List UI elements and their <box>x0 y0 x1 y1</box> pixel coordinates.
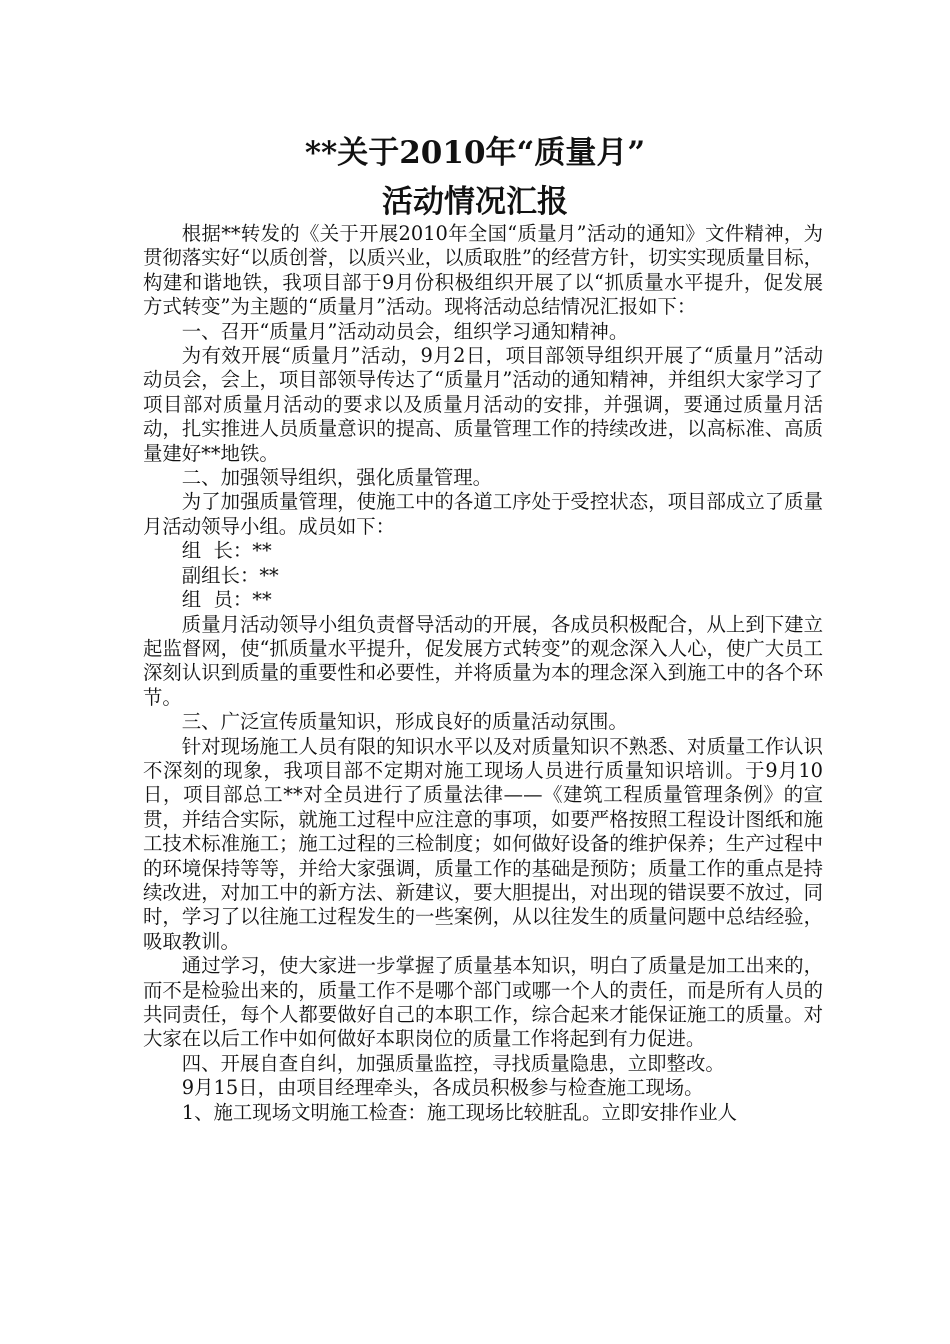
paragraph-intro: 根据**转发的《关于开展2010年全国“质量月”活动的通知》文件精神，为贯彻落实好“以质创誉，以质兴业，以质取胜”的经营方针，切实实现质量目标，构建和谐地铁，我项目部于9月份积极组织开展了以“抓质量水平提升，促发展方式转变”为主题的“质量月”活动。现将活动总结情况汇报如下： <box>143 222 823 319</box>
paragraph-inspection: 9月15日，由项目经理牵头，各成员积极参与检查施工现场。 <box>181 1076 704 1100</box>
section-heading-1: 一、召开“质量月”活动动员会，组织学习通知精神。 <box>181 319 629 343</box>
paragraph-supervision: 质量月活动领导小组负责督导活动的开展，各成员积极配合，从上到下建立起监督网，使“抓质量水平提升，促发展方式转变”的观念深入人心，使广大员工深刻认识到质量的重要性和必要性，并将质量为本的理念深入到施工中的各个环节。 <box>143 612 823 709</box>
document-body <box>143 222 823 1125</box>
member-members: 组 员：** <box>181 588 272 612</box>
paragraph-mobilization: 为有效开展“质量月”活动，9月2日，项目部领导组织开展了“质量月”活动动员会，会上，项目部领导传达了“质量月”活动的通知精神，并组织大家学习了项目部对质量月活动的要求以及质量月活动的安排，并强调，要通过质量月活动，扎实推进人员质量意识的提高、质量管理工作的持续改进，以高标准、高质量建好**地铁。 <box>143 344 823 465</box>
member-leader: 组 长：** <box>181 539 272 563</box>
section-heading-3: 三、广泛宣传质量知识，形成良好的质量活动氛围。 <box>181 710 628 734</box>
paragraph-site-check: 1、施工现场文明施工检查：施工现场比较脏乱。立即安排作业人 <box>181 1100 738 1124</box>
document-title-line-1: **关于2010年“质量月” <box>304 135 646 171</box>
member-deputy-leader: 副组长：** <box>181 563 279 587</box>
paragraph-leadership: 为了加强质量管理，使施工中的各道工序处于受控状态，项目部成立了质量月活动领导小组。成员如下： <box>143 490 823 538</box>
document-title-line-2: 活动情况汇报 <box>382 184 568 220</box>
section-heading-2: 二、加强领导组织，强化质量管理。 <box>181 466 493 490</box>
paragraph-learning-results: 通过学习，使大家进一步掌握了质量基本知识，明白了质量是加工出来的，而不是检验出来的，质量工作不是哪个部门或哪一个人的责任，而是所有人员的共同责任，每个人都要做好自己的本职工作，综合起来才能保证施工的质量。对大家在以后工作中如何做好本职岗位的质量工作将起到有力促进。 <box>143 954 823 1051</box>
section-heading-4: 四、开展自查自纠，加强质量监控，寻找质量隐患，立即整改。 <box>181 1051 725 1075</box>
paragraph-training: 针对现场施工人员有限的知识水平以及对质量知识不熟悉、对质量工作认识不深刻的现象，我项目部不定期对施工现场人员进行质量知识培训。于9月10日，项目部总工**对全员进行了质量法律——《建筑工程质量管理条例》的宣贯，并结合实际，就施工过程中应注意的事项，如要严格按照工程设计图纸和施工技术标准施工；施工过程的三检制度；如何做好设备的维护保养；生产过程中的环境保持等等，并给大家强调，质量工作的基础是预防；质量工作的重点是持续改进，对加工中的新方法、新建议，要大胆提出，对出现的错误要不放过，同时，学习了以往施工过程发生的一些案例，从以往发生的质量问题中总结经验，吸取教训。 <box>143 734 823 953</box>
